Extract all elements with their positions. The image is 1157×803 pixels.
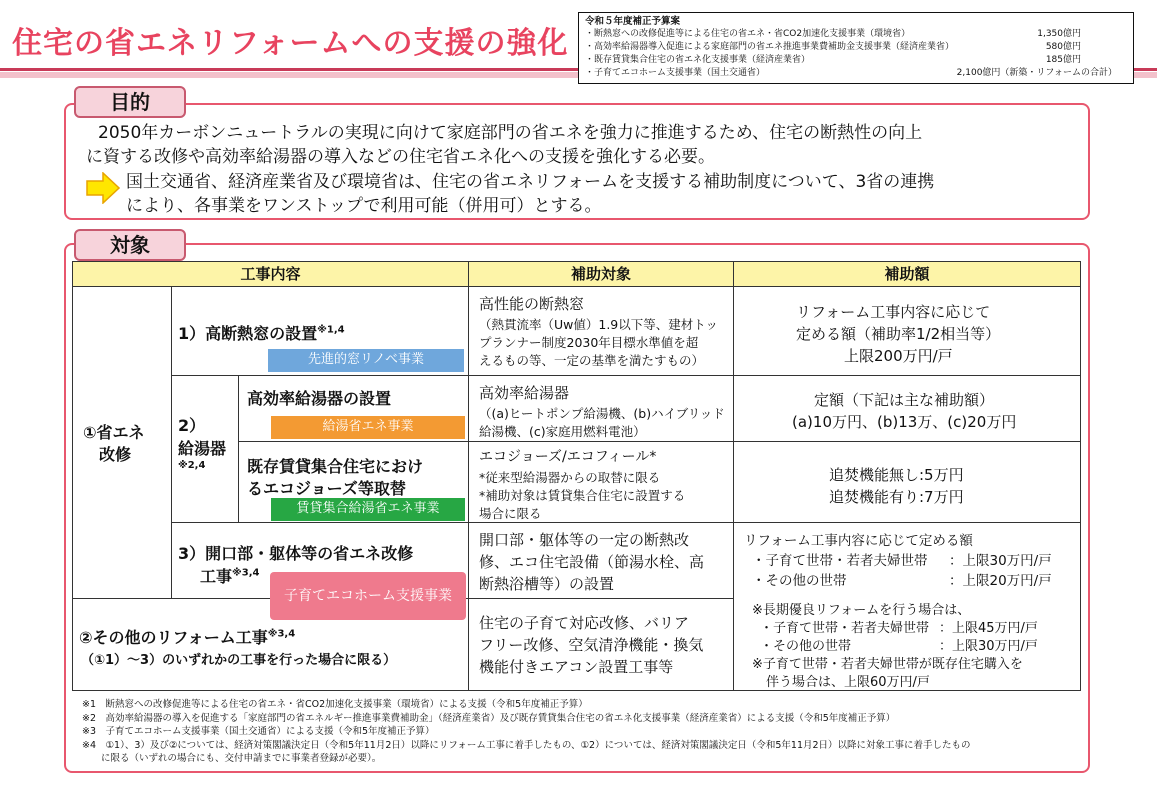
- item-title-line: 3）開口部・躯体等の省エネ改修: [178, 544, 414, 563]
- footnote-ref: ※3,4: [232, 567, 260, 579]
- program-tag: 賃貸集合給湯省エネ事業: [271, 498, 465, 521]
- item-water-heater-group: [171, 375, 239, 523]
- amount-cell-shared: [733, 522, 1081, 691]
- subject-cell: [468, 598, 734, 691]
- budget-heading: 令和５年度補正予算案: [585, 16, 681, 27]
- item-title-text: ②その他のリフォーム工事: [79, 628, 268, 647]
- arrow-right-icon: [86, 172, 120, 204]
- amount-line: (a)10万円、(b)13万、(c)20万円: [792, 413, 1017, 431]
- footnote-line: に限る（いずれの場合にも、交付申請までに事業者登録が必要）。: [82, 753, 382, 765]
- amount-row-value: ：上限30万円/戸: [949, 553, 1052, 569]
- subject-cell: [468, 441, 734, 523]
- item-title-text: 1）高断熱窓の設置: [178, 324, 318, 343]
- budget-summary-box: [578, 12, 1134, 84]
- group-energy-retrofit: [72, 286, 172, 599]
- subject-detail: 機能付きエアコン設置工事等: [479, 658, 674, 676]
- program-tag: 子育てエコホーム支援事業: [270, 572, 466, 620]
- item-title-line: るエコジョーズ等取替: [247, 479, 406, 498]
- item-title-line: 既存賃貸集合住宅におけ: [247, 457, 424, 476]
- budget-row-amount: 2,100億円（新築・リフォームの合計）: [956, 68, 1117, 78]
- item-title: [178, 321, 345, 344]
- amount-row-label: ・子育て世帯・若者夫婦世帯: [760, 621, 930, 636]
- subject-detail: *従来型給湯器からの取替に限る: [479, 470, 661, 485]
- subject-detail: *補助対象は賃貸集合住宅に設置する: [479, 488, 686, 503]
- budget-row: [585, 28, 1127, 41]
- item-title: [79, 625, 295, 648]
- budget-row-label: ・高効率給湯器導入促進による家庭部門の省エネ推進事業費補助金支援事業（経済産業省）: [585, 42, 955, 52]
- subject-detail: フリー改修、空気清浄機能・換気: [479, 636, 704, 654]
- footnote-ref: ※1,4: [317, 324, 345, 336]
- purpose-label: 目的: [74, 86, 186, 118]
- subject-detail: （熱貫流率（Uw値）1.9以下等、建材トッ: [479, 317, 718, 332]
- subject-detail: 修、エコ住宅設備（節湯水栓、高: [479, 553, 705, 571]
- budget-row-label: ・断熱窓への改修促進等による住宅の省エネ・省CO2加速化支援事業（環境省）: [585, 29, 911, 39]
- subject-title: エコジョーズ/エコフィール*: [479, 449, 657, 465]
- subject-cell: [468, 286, 734, 376]
- footnote-line: ※3 子育てエコホーム支援事業（国土交通省）による支援（令和5年度補正予算）: [82, 726, 435, 738]
- home-purchase-note: 伴う場合は、上限60万円/戸: [766, 675, 930, 690]
- subject-detail: 断熱浴槽等）の設置: [479, 575, 615, 593]
- item-title-text: 工事: [200, 567, 233, 586]
- amount-heading: リフォーム工事内容に応じて定める額: [744, 533, 973, 549]
- subject-detail: （(a)ヒートポンプ給湯機、(b)ハイブリッド: [479, 406, 725, 421]
- subject-detail: 場合に限る: [479, 506, 542, 521]
- purpose-text-line: 2050年カーボンニュートラルの実現に向けて家庭部門の省エネを強力に推進するため、住宅の断熱性の向上: [98, 123, 923, 143]
- footnote-line: ※1 断熱窓への改修促進等による住宅の省エネ・省CO2加速化支援事業（環境省）による支援（令和5年度補正予算）: [82, 699, 588, 710]
- purpose-text-line: により、各事業をワンストップで利用可能（併用可）とする。: [126, 196, 602, 216]
- amount-line: 追焚機能無し:5万円: [829, 466, 964, 484]
- header-work: 工事内容: [72, 261, 469, 287]
- amount-cell: [733, 286, 1081, 376]
- target-label: 対象: [74, 229, 186, 261]
- amount-row-value: ：上限45万円/戸: [939, 621, 1038, 636]
- subject-title: 高効率給湯器: [479, 384, 570, 402]
- budget-row-label: ・既存賃貸集合住宅の省エネ化支援事業（経済産業省）: [585, 55, 811, 65]
- header-subject: 補助対象: [468, 261, 734, 287]
- footnotes: [82, 698, 971, 766]
- amount-cell: [733, 441, 1081, 523]
- subject-title: 高性能の断熱窓: [479, 295, 585, 313]
- long-term-heading: ※長期優良リフォームを行う場合は、: [752, 603, 971, 618]
- footnote-ref: ※2,4: [178, 460, 206, 471]
- subject-cell: [468, 522, 734, 599]
- budget-row-amount: 580億円: [1045, 42, 1081, 52]
- subject-detail: 給湯機、(c)家庭用燃料電池）: [479, 424, 646, 439]
- amount-line: 追焚機能有り:7万円: [829, 488, 964, 506]
- subject-detail: プランナー制度2030年目標水準値を超: [479, 335, 699, 350]
- amount-row-label: ・その他の世帯: [760, 639, 852, 654]
- program-tag: 先進的窓リノベ事業: [268, 349, 464, 372]
- item-high-insulation-window: [171, 286, 469, 376]
- amount-row-label: ・子育て世帯・若者夫婦世帯: [752, 553, 928, 569]
- budget-row: [585, 54, 1127, 67]
- amount-cell: [733, 375, 1081, 442]
- footnote-line: ※2 高効率給湯器の導入を促進する「家庭部門の省エネルギー推進事業費補助金」（経済産業省）及び既存賃貸集合住宅の省エネ化支援事業（経済産業省）による支援（令和5年度補正予算）: [82, 712, 896, 724]
- item-rental-ecojozu: [238, 441, 469, 523]
- subject-detail: えるもの等、一定の基準を満たすもの）: [479, 353, 705, 368]
- subject-cell: [468, 375, 734, 442]
- budget-row-label: ・子育てエコホーム支援事業（国土交通省）: [585, 68, 766, 78]
- amount-line: リフォーム工事内容に応じて: [796, 303, 991, 321]
- subject-detail: 住宅の子育て対応改修、バリア: [479, 614, 690, 632]
- purpose-text-line: に資する改修や高効率給湯器の導入などの住宅省エネ化への支援を強化する必要。: [86, 147, 715, 167]
- footnote-ref: ※3,4: [267, 628, 296, 640]
- footnote-line: ※4 ①1）、3）及び②については、経済対策閣議決定日（令和5年11月2日）以降にリフォーム工事に着手したもの、①2）については、経済対策閣議決定日（令和5年11月2日）以降に対象工事に着手したもの: [82, 739, 971, 751]
- amount-line: 定める額（補助率1/2相当等）: [796, 325, 1001, 343]
- item-title: 高効率給湯器の設置: [247, 389, 392, 408]
- budget-row: [585, 41, 1127, 54]
- group-label-line: ①省エネ: [83, 423, 145, 442]
- budget-row-amount: 185億円: [1045, 55, 1081, 65]
- group-label-line: 改修: [99, 445, 132, 464]
- item-title-line: [200, 564, 259, 587]
- amount-row-label: ・その他の世帯: [752, 573, 847, 589]
- amount-row-value: ：上限30万円/戸: [939, 639, 1038, 654]
- purpose-text-line: 国土交通省、経済産業省及び環境省は、住宅の省エネリフォームを支援する補助制度について、3省の連携: [126, 172, 935, 192]
- header-amount: 補助額: [733, 261, 1081, 287]
- amount-line: 定額（下記は主な補助額）: [814, 391, 995, 409]
- item-label-line: 給湯器: [178, 439, 227, 458]
- program-tag: 給湯省エネ事業: [271, 416, 465, 439]
- budget-row: [585, 67, 1127, 80]
- budget-row-amount: 1,350億円: [1037, 29, 1081, 39]
- item-subtitle: （①1）～3）のいずれかの工事を行った場合に限る）: [81, 653, 397, 668]
- amount-line: 上限200万円/戸: [844, 347, 953, 365]
- item-label-line: 2）: [178, 416, 206, 435]
- item-efficient-water-heater: [238, 375, 469, 442]
- page-title: 住宅の省エネリフォームへの支援の強化: [12, 26, 569, 61]
- amount-row-value: ：上限20万円/戸: [949, 573, 1052, 589]
- home-purchase-note: ※子育て世帯・若者夫婦世帯が既存住宅購入を: [752, 657, 1023, 672]
- subject-detail: 開口部・躯体等の一定の断熱改: [479, 531, 690, 549]
